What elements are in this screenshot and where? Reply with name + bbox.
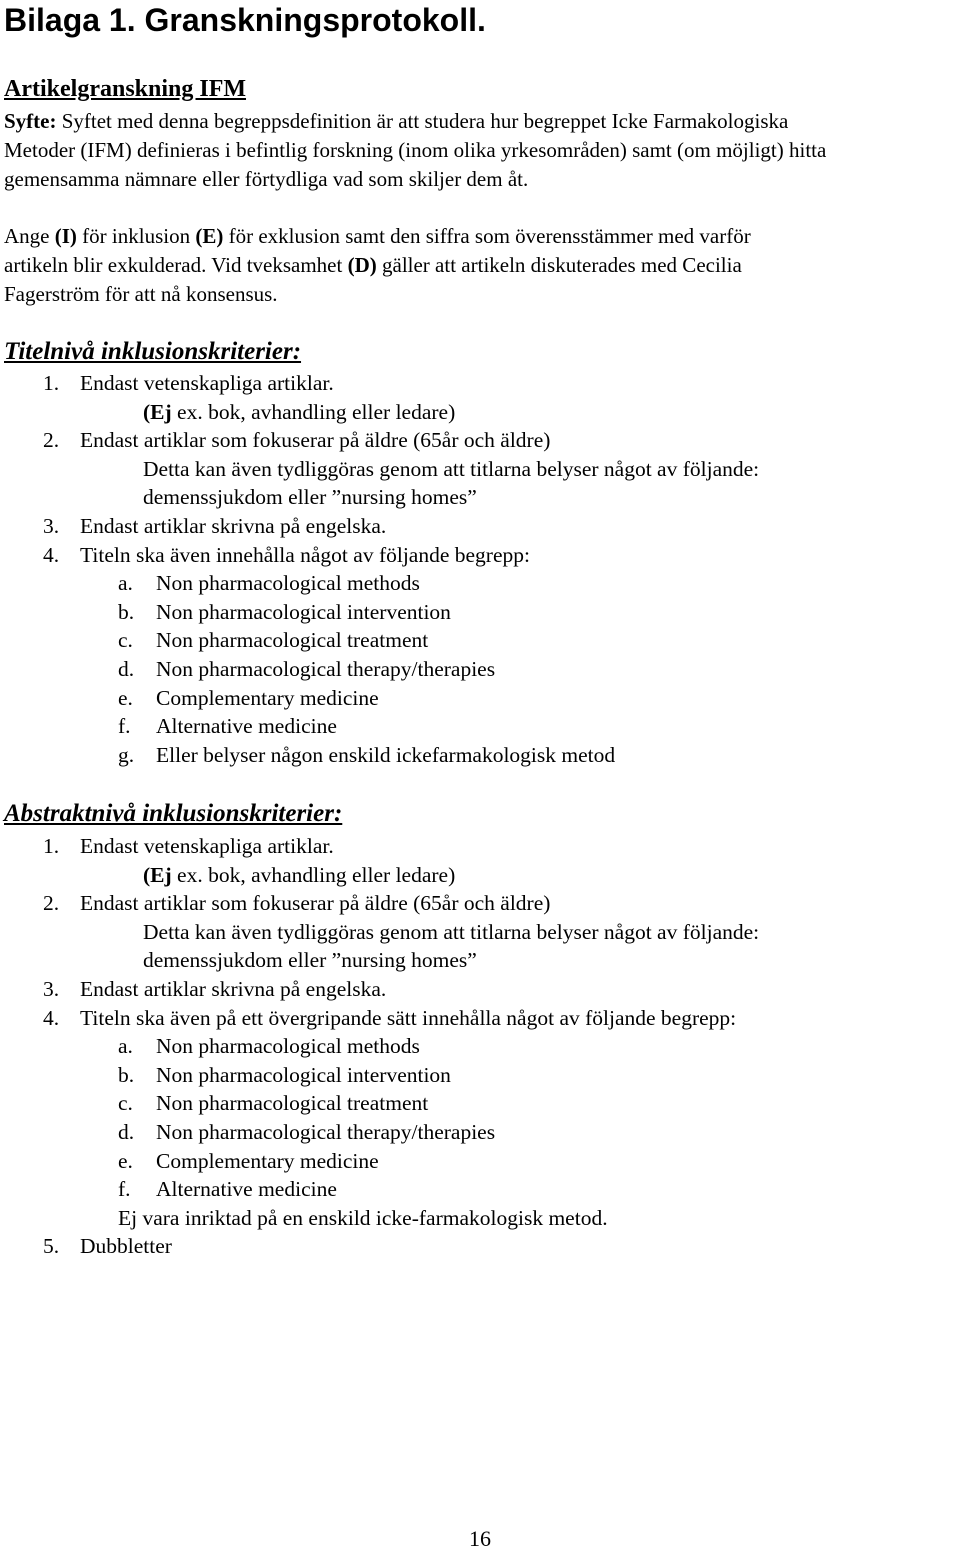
section-heading-artikelgranskning: Artikelgranskning IFM — [4, 76, 247, 102]
abstract-level-heading: Abstraktnivå inklusionskriterier: — [4, 800, 343, 827]
marker-exclusion: (E) — [195, 224, 224, 248]
page-number: 16 — [469, 1526, 491, 1551]
abstract-criterion-2-note-2: demenssjukdom eller ”nursing homes” — [143, 948, 477, 973]
abstract-criterion-1-note: (Ej ex. bok, avhandling eller ledare) — [143, 862, 456, 887]
marker-doubt: (D) — [347, 253, 377, 277]
instruction-line-1: Ange (I) för inklusion (E) för exklusion samt den siffra som överensstämmer med varför — [4, 224, 751, 248]
title-criterion-2-note-2: demenssjukdom eller ”nursing homes” — [143, 485, 477, 510]
purpose-text-1: Syftet med denna begreppsdefinition är att studera hur begreppet Icke Farmakologiska — [61, 109, 789, 133]
document-title: Bilaga 1. Granskningsprotokoll. — [4, 2, 486, 38]
purpose-line-1 — [4, 107, 788, 136]
abstract-criteria-list: 1. Endast vetenskapliga artiklar. (Ej ex. bok, avhandling eller ledare) 2. Endast artiklar som fokuserar på äldre (65år och äldre) Detta kan även tydliggöras genom att titlarna belyser något av följande: demenssjukdom eller ”nursing homes” 3. Endast artiklar skrivna på engelska. 4. Titeln ska även på ett övergripande sätt innehålla något av följande begrepp: a. Non pharmacological methods b. Non pharmacological intervention c. Non pharmacological treatment d. Non pharmacological therapy/therapies e. Complementary medicine f. Alternative medicine Ej vara inriktad på en enskild icke-farmakologisk metod. 5. Dubbletter — [43, 834, 760, 1259]
purpose-line-2: Metoder (IFM) definieras i befintlig forskning (inom olika yrkesområden) samt (om möjligt) hitta — [4, 138, 827, 162]
purpose-line-3: gemensamma nämnare eller förtydliga vad som skiljer dem åt. — [4, 167, 529, 191]
marker-inclusion: (I) — [54, 224, 77, 248]
title-criteria-list: 1. Endast vetenskapliga artiklar. (Ej ex. bok, avhandling eller ledare) 2. Endast artiklar som fokuserar på äldre (65år och äldre) Detta kan även tydliggöras genom att titlarna belyser något av följande: demenssjukdom eller ”nursing homes” 3. Endast artiklar skrivna på engelska. 4. Titeln ska även innehålla något av följande begrepp: a. Non pharmacological methods b. Non pharmacological intervention c. Non pharmacological treatment d. Non pharmacological therapy/therapies e. Complementary medicine f. Alternative medicine g. Eller belyser någon enskild ickefarmakologisk metod — [43, 371, 760, 767]
abstract-criterion-2-note-1: Detta kan även tydliggöras genom att titlarna belyser något av följande: — [143, 919, 760, 944]
abstract-closing-note: Ej vara inriktad på en enskild icke-farmakologisk metod. — [118, 1205, 608, 1230]
title-criterion-1-note: (Ej ex. bok, avhandling eller ledare) — [143, 399, 456, 424]
instruction-line-3: Fagerström för att nå konsensus. — [4, 282, 278, 306]
title-level-heading: Titelnivå inklusionskriterier: — [4, 338, 302, 365]
purpose-label: Syfte: — [4, 109, 57, 133]
title-criterion-2-note-1: Detta kan även tydliggöras genom att titlarna belyser något av följande: — [143, 456, 760, 481]
instruction-line-2: artikeln blir exkulderad. Vid tveksamhet (D) gäller att artikeln diskuterades med Cecilia — [4, 253, 742, 277]
